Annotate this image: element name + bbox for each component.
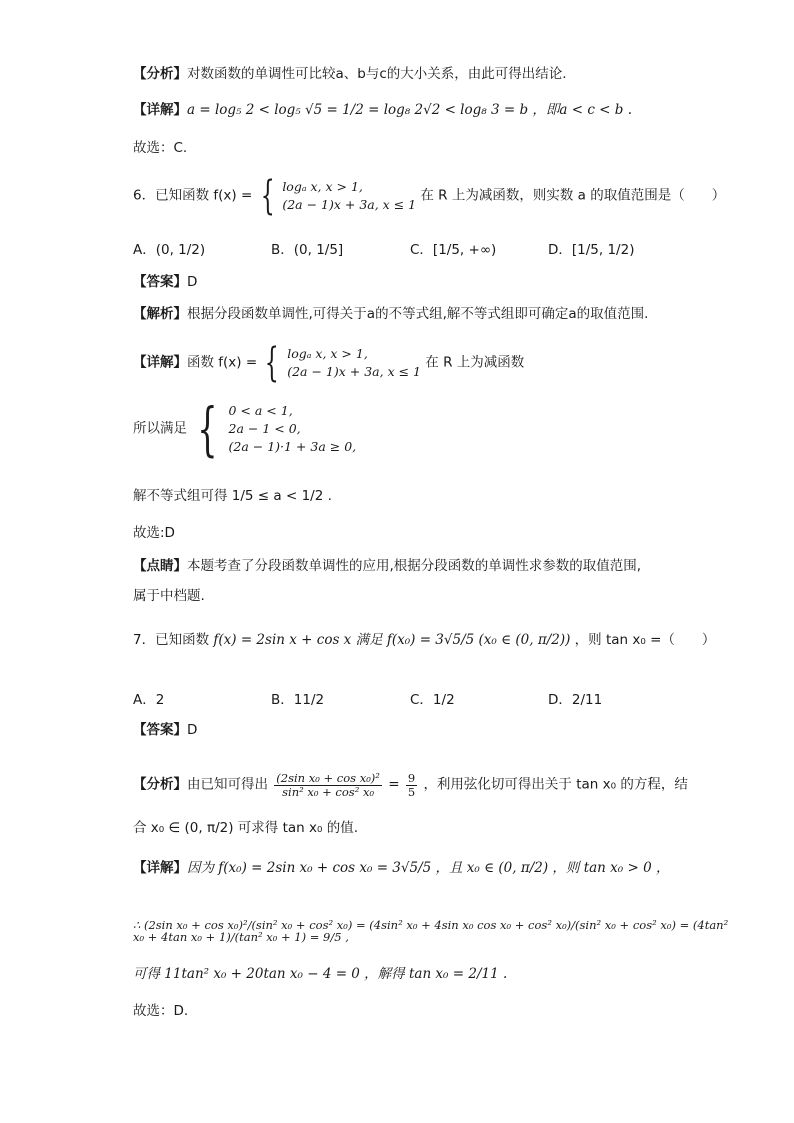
left-brace: { (197, 395, 218, 463)
q7-choice: 故选：D. (133, 1003, 189, 1019)
q6-stem (133, 173, 726, 219)
analysis-tag: 【分析】 (133, 66, 187, 82)
q6-solve (133, 490, 332, 504)
q6-detail (133, 340, 525, 386)
q7-stem (133, 634, 715, 648)
q7-answer-value: D (187, 722, 198, 738)
q6-system (133, 395, 357, 463)
q7-detail-line1-text: 因为 f(x₀) = 2sin x₀ + cos x₀ = 3√5/5 ，且 x₀ ∈ (0, π/2) ，则 tan x₀ > 0 ， (187, 860, 670, 876)
q7-analysis-fraction: $\frac{\text{(2sin x₀ + cos x₀)²}}{\text{sin² x₀ + cos² x₀}}$ (276, 771, 380, 799)
q7-option-a: A．2 (133, 692, 165, 708)
q6-option-b: B．(0, 1/5] (271, 242, 344, 258)
q7-stem-func: f(x) = 2sin x + cos x 满足 f(x₀) = 3√5/5 (x₀ ∈ (0, π/2)) (213, 632, 571, 648)
q6-stem-suffix: 在 R 上为减函数，则实数 a 的取值范围是（ ） (420, 187, 726, 204)
q6-ineq-3: (2a − 1)·1 + 3a ≥ 0, (228, 439, 357, 455)
q7-stem-prefix: 7．已知函数 (133, 632, 210, 648)
q6-remark-line1: 本题考查了分段函数单调性的应用,根据分段函数的单调性求参数的取值范围, (187, 558, 642, 574)
q7-detail-line2: ∴ (2sin x₀ + cos x₀)²/(sin² x₀ + cos² x₀) = (4sin² x₀ + 4sin x₀ cos x₀ + cos² x₀)/(sin² x₀ + cos² x₀) = (4tan² x₀ + 4tan x₀ + 1)/(tan² x₀ + 1) = 9/5 , (133, 918, 729, 944)
q7-analysis: 【分析】由已知可得出 $\frac{\text{(2sin x₀ + cos x₀)²}}{\text{sin² x₀ + cos² x₀}}$ = $\frac{9}{5}$ ，利用弦化切可得出关于 tan x₀ 的方程，结 (133, 771, 688, 799)
q7-analysis-prefix: 由已知可得出 (187, 776, 268, 793)
q6-detail-suffix: 在 R 上为减函数 (425, 354, 525, 371)
nine-fifths: $\frac{9}{5}$ (407, 771, 416, 799)
detail-tag: 【详解】 (133, 860, 187, 876)
q6-stem-prefix: 6．已知函数 f(x) = (133, 187, 253, 204)
q6-case-2: (2a − 1)x + 3a, x ≤ 1 (282, 197, 417, 212)
q7-analysis-mid: ，利用弦化切可得出关于 tan x₀ 的方程，结 (423, 776, 688, 793)
q6-system-prefix: 所以满足 (133, 420, 187, 437)
q6-analysis (133, 308, 648, 322)
q6-detail-case-2: (2a − 1)x + 3a, x ≤ 1 (287, 364, 421, 379)
remark-tag: 【点睛】 (133, 558, 187, 574)
q6-answer (133, 276, 197, 290)
q6-option-d: D．[1/5, 1/2) (548, 242, 635, 258)
q6-analysis-text: 根据分段函数单调性,可得关于a的不等式组,解不等式组即可确定a的取值范围. (187, 306, 649, 322)
q6-detail-piecewise (287, 345, 421, 381)
q7-option-b: B．11/2 (271, 692, 325, 708)
answer-tag: 【答案】 (133, 274, 187, 290)
left-brace: { (260, 173, 275, 219)
q5-detail-math: a = log₅ 2 < log₅ √5 = 1/2 = log₈ 2√2 < log₈ 3 = b ，即a < c < b . (187, 102, 633, 118)
q5-analysis (133, 68, 567, 82)
q7-analysis-line2: 合 x₀ ∈ (0, π/2) 可求得 tan x₀ 的值. (133, 820, 358, 836)
q5-detail (133, 104, 632, 118)
q6-detail-case-1: logₐ x, x > 1, (287, 345, 368, 361)
q6-ineq-2: 2a − 1 < 0, (228, 420, 301, 436)
q6-remark-line2: 属于中档题. (133, 588, 205, 604)
q6-option-c: C．[1/5, +∞) (410, 242, 497, 258)
q5-choice: 故选：C. (133, 140, 188, 156)
q5-analysis-text: 对数函数的单调性可比较a、b与c的大小关系，由此可得出结论. (187, 66, 567, 82)
q7-option-d: D．2/11 (548, 692, 603, 708)
q6-answer-value: D (187, 274, 198, 290)
answer-tag: 【答案】 (133, 722, 187, 738)
detail-tag: 【详解】 (133, 102, 187, 118)
q7-stem-suffix: ，则 tan x₀ =（ ） (574, 632, 716, 648)
q6-piecewise (282, 178, 416, 214)
q6-inequality-system (229, 402, 357, 456)
detail-tag: 【详解】 (133, 354, 187, 371)
q6-solve-text: 解不等式组可得 1/5 ≤ a < 1/2 . (133, 488, 332, 504)
q6-case-1: logₐ x, x > 1, (282, 178, 363, 194)
q6-remark (133, 560, 641, 574)
analysis-tag: 【分析】 (133, 776, 187, 793)
q7-answer (133, 724, 197, 738)
analysis-tag: 【解析】 (133, 306, 187, 322)
q6-choice: 故选:D (133, 525, 175, 541)
left-brace: { (265, 340, 280, 386)
q7-detail-line3: 可得 11tan² x₀ + 20tan x₀ − 4 = 0 ，解得 tan x₀ = 2/11 . (133, 966, 508, 982)
q6-detail-prefix: 函数 f(x) = (187, 354, 258, 371)
q7-detail-line1 (133, 862, 669, 876)
q6-option-a: A．(0, 1/2) (133, 242, 206, 258)
q6-ineq-1: 0 < a < 1, (228, 402, 293, 418)
q7-option-c: C．1/2 (410, 692, 455, 708)
